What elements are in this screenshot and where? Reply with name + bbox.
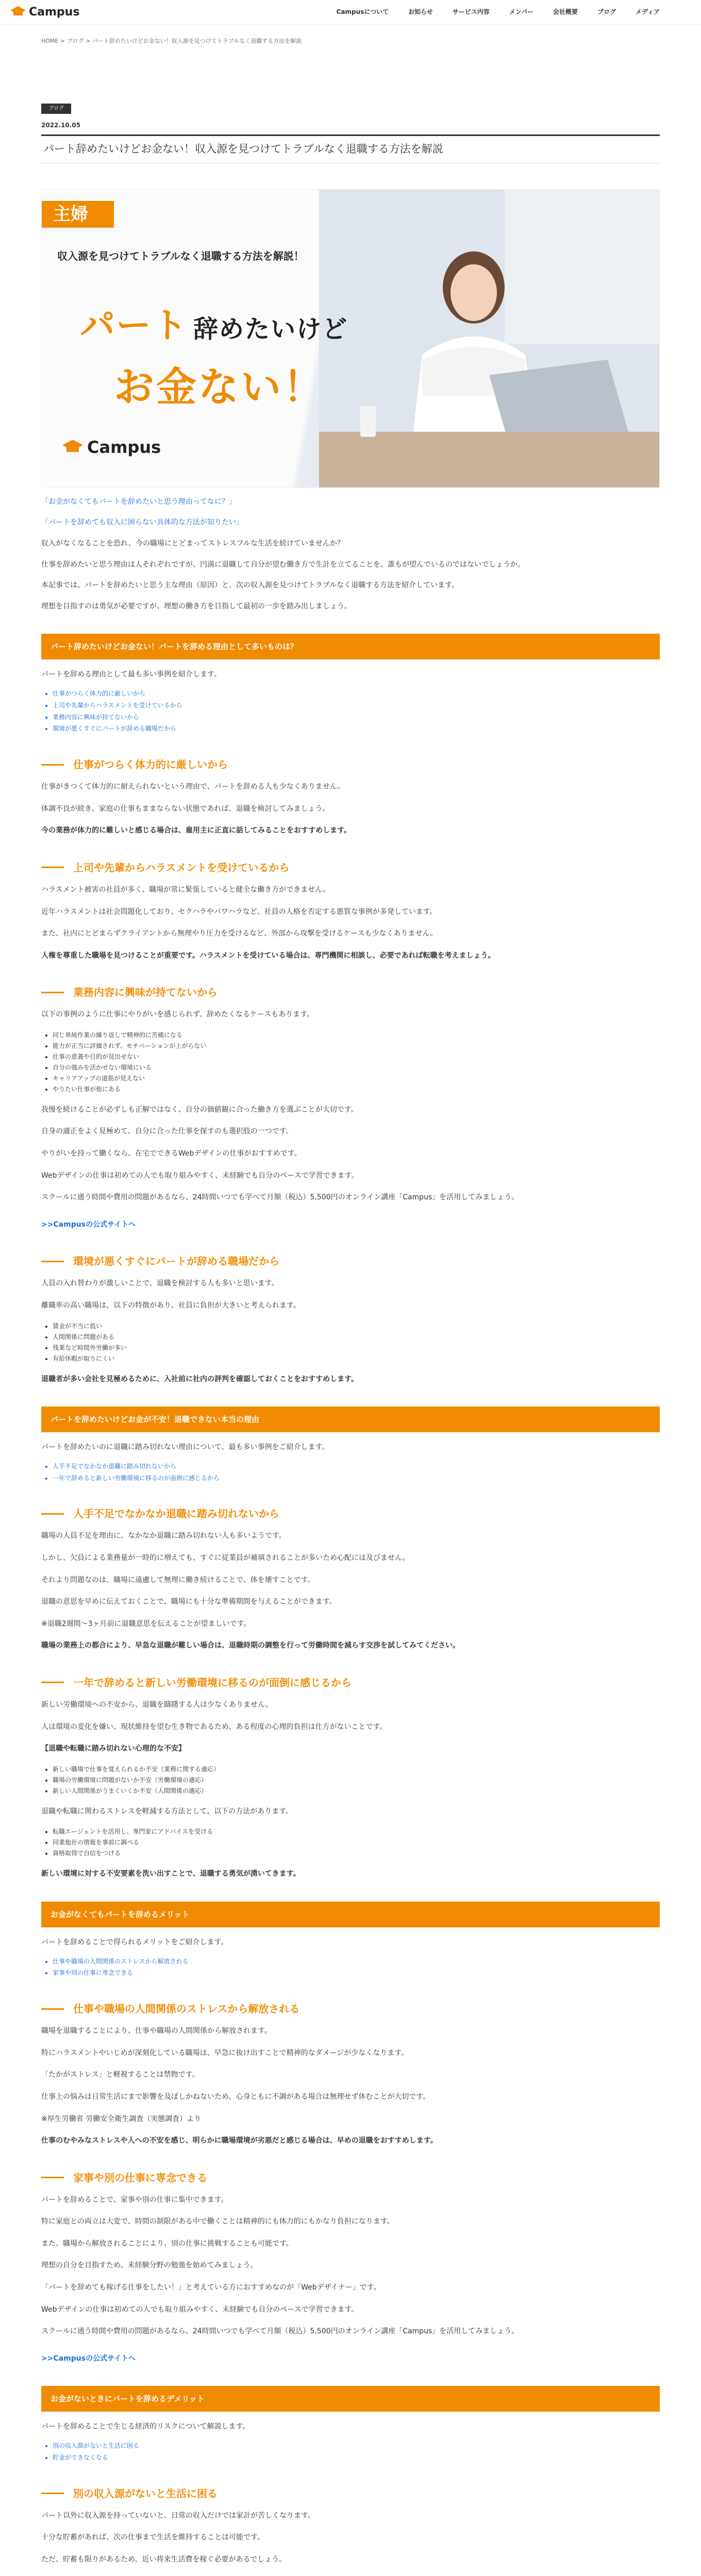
bullet-item: • 同じ単純作業の繰り返しで精神的に苦痛になる xyxy=(53,1030,660,1041)
toc-link[interactable]: • 一年で辞めると新しい労働環境に移るのが面倒に感じるから xyxy=(53,1472,660,1484)
campus-logo-icon xyxy=(62,439,83,455)
paragraph: また、職場から解放されることにより、別の仕事に挑戦することも可能です。 xyxy=(41,2239,293,2248)
intro-paragraph: 収入がなくなることを恐れ、今の職場にとどまってストレスフルな生活を続けていませんか？ xyxy=(41,539,344,548)
hero-logo xyxy=(62,432,161,463)
bullet-list xyxy=(41,1321,660,1364)
section-toc xyxy=(41,2440,660,2464)
toc-link[interactable]: • 別の収入源がないと生活に困る xyxy=(53,2440,660,2452)
paragraph: 職場の人員不足を理由に、なかなか退職に踏み切れない人も多いようです。 xyxy=(41,1532,286,1540)
emphasis-paragraph: 退職者が多い会社を見極めるために、入社前に社内の評判を確認しておくことをおすすめします。 xyxy=(41,1375,359,1383)
paragraph: 近年ハラスメントは社会問題化しており、セクハラやパワハラなど、社員の人格を否定する悪質な事例が多発しています。 xyxy=(41,907,437,916)
nav-item-about[interactable]: Campusについて xyxy=(336,8,389,16)
nav-item-news[interactable]: お知らせ xyxy=(408,8,433,16)
hero-headline-2: お金ない！ xyxy=(114,364,326,411)
paragraph: Webデザインの仕事は初めての人でも取り組みやすく、未経験でも自分のペースで学習できます。 xyxy=(41,2305,359,2314)
paragraph: スクールに通う時間や費用の問題があるなら、24時間いつでも学べて月額（税込）5,500円のオンライン講座「Campus」を活用してみましょう。 xyxy=(41,2327,519,2336)
site-header xyxy=(0,0,701,25)
paragraph: 仕事がきつくて体力的に耐えられないという理由で、パートを辞める人も少なくありません。 xyxy=(41,783,345,791)
section-heading: お金がなくてもパートを辞めるメリット xyxy=(41,1902,660,1927)
intro-paragraph: 理想を目指すのは勇気が必要ですが、理想の働き方を目指して最初の一歩を踏み出しましょう。 xyxy=(41,602,352,611)
toc-link[interactable]: • 環境が悪くすぐにパートが辞める職場だから xyxy=(53,723,660,735)
intro-paragraph: 仕事を辞めたいと思う理由は人それぞれですが、円満に退職して自分が望む働き方で生計を立てることを、誰もが望んでいるのではないでしょうか。 xyxy=(41,560,525,569)
emphasis-paragraph: 仕事のむやみなストレスや人への不安を感じ、明らかに職場環境が劣悪だと感じる場合は、早めの退職をおすすめします。 xyxy=(41,2137,438,2145)
section-intro: パートを辞める理由として最も多い事例を紹介します。 xyxy=(41,670,221,679)
hero-image xyxy=(41,189,660,488)
bullet-list xyxy=(41,1030,660,1095)
subsection-heading: 人手不足でなかなか退職に踏み切れないから xyxy=(41,1506,660,1521)
paragraph: 人は環境の変化を嫌い、現状維持を望む生き物であるため、ある程度の心理的負担は仕方がないことです。 xyxy=(41,1722,387,1731)
paragraph: ハラスメント被害の社員が多く、職場が常に緊張していると健全な働き方ができません。 xyxy=(41,885,330,894)
paragraph: 十分な貯蓄があれば、次の仕事まで生活を維持することは可能です。 xyxy=(41,2533,264,2542)
nav-item-blog[interactable]: ブログ xyxy=(597,8,616,16)
toc-link[interactable]: • 上司や先輩からハラスメントを受けているから xyxy=(53,700,660,711)
paragraph: パート以外に収入源を持っていないと、日常の収入だけでは家計が苦しくなります。 xyxy=(41,2511,315,2520)
bullet-item: • 自分の強みを活かせない環境にいる xyxy=(53,1062,660,1073)
bullet-item: • キャリアアップの道筋が見えない xyxy=(53,1073,660,1084)
paragraph: ただ、貯蓄も限りがあるため、近い将来生活費を稼ぐ必要があるでしょう。 xyxy=(41,2555,287,2564)
hero-headline-1-small: 辞めたいけど xyxy=(193,314,348,344)
list-heading: 【退職や転職に踏み切れない心理的な不安】 xyxy=(41,1744,186,1753)
paragraph: それより問題なのは、職場に遠慮して無理に働き続けることで、体を壊すことです。 xyxy=(41,1575,315,1584)
bullet-item: • 同業他社の情報を事前に調べる xyxy=(53,1837,660,1848)
paragraph: 離職率の高い職場は、以下の特徴があり、社員に負担が大きいと考えられます。 xyxy=(41,1301,301,1310)
campus-logo-icon xyxy=(10,6,26,18)
nav-item-company[interactable]: 会社概要 xyxy=(553,8,578,16)
subsection-heading: 別の収入源がないと生活に困る xyxy=(41,2486,660,2501)
bullet-item: • 職場の労働環境に問題がないか不安（労働環境の適応） xyxy=(53,1775,660,1786)
intro-question: 「お金がなくてもパートを辞めたいと思う理由ってなに？」 xyxy=(41,497,236,506)
paragraph: 職場を退職することにより、仕事や職場の人間関係から解放されます。 xyxy=(41,2027,272,2036)
emphasis-paragraph: 職場の業務上の都合により、早急な退職が難しい場合は、退職時期の調整を行って労働時間を減らす交渉を試してみてください。 xyxy=(41,1641,460,1650)
section-toc xyxy=(41,1461,660,1484)
subsection-heading: 一年で辞めると新しい労働環境に移るのが面倒に感じるから xyxy=(41,1675,660,1690)
bullet-item: • 仕事の意義や目的が見出せない xyxy=(53,1052,660,1062)
hero-logo-text: Campus xyxy=(87,437,161,457)
section-intro: パートを辞めたいのに退職に踏み切れない理由について、最も多い事例をご紹介します。 xyxy=(41,1443,329,1452)
site-logo[interactable] xyxy=(10,2,79,23)
paragraph: 我慢を続けることが必ずしも正解ではなく、自分の価値観に合った働き方を選ぶことが大切です。 xyxy=(41,1105,358,1114)
section-intro: パートを辞めることで得られるメリットをご紹介します。 xyxy=(41,1938,228,1946)
bullet-item: • 有給休暇が取りにくい xyxy=(53,1353,660,1364)
bullet-item: • 新しい職場で仕事を覚えられるか不安（業務に関する適応） xyxy=(53,1764,660,1775)
subsection-heading: 仕事がつらく体力的に厳しいから xyxy=(41,757,660,772)
paragraph: しかし、欠員による業務量が一時的に増えても、すぐに従業員が補填されることが多いため心配には及びません。 xyxy=(41,1554,410,1562)
paragraph: パートを辞めることで、家事や別の仕事に集中できます。 xyxy=(41,2195,228,2204)
subsection-heading: 仕事や職場の人間関係のストレスから解放される xyxy=(41,2002,660,2016)
paragraph: 以下の事例のように仕事にやりがいを感じられず、辞めたくなるケースもあります。 xyxy=(41,1010,314,1019)
toc-link[interactable]: • 仕事がつらく体力的に厳しいから xyxy=(53,688,660,700)
bullet-list xyxy=(41,1764,660,1797)
woman-laptop-photo xyxy=(319,190,659,488)
article-intro xyxy=(41,495,660,614)
paragraph: また、社内にとどまらずクライアントから無理やり圧力を受けるなど、外部から攻撃を受けるケースも少なくありません。 xyxy=(41,929,438,938)
emphasis-paragraph: 今の業務が体力的に難しいと感じる場合は、雇用主に正直に話してみることをおすすめします。 xyxy=(41,826,352,835)
subsection-heading: 環境が悪くすぐにパートが辞める職場だから xyxy=(41,1254,660,1268)
paragraph: ※退職2週間〜3ヶ月前に退職意思を伝えることが望ましいです。 xyxy=(41,1619,251,1628)
section-heading: パート辞めたいけどお金ない！パートを辞める理由として多いものは？ xyxy=(41,634,660,659)
category-badge[interactable]: ブログ xyxy=(41,104,71,114)
post-date: 2022.10.05 xyxy=(41,122,80,129)
bullet-item: • 賃金が不当に低い xyxy=(53,1321,660,1332)
hero-ribbon: 主婦 xyxy=(42,201,114,228)
paragraph: 「たかがストレス」と軽視することは禁物です。 xyxy=(41,2071,199,2079)
section-heading: お金がないときにパートを辞めるデメリット xyxy=(41,2386,660,2412)
nav-item-members[interactable]: メンバー xyxy=(509,8,533,16)
paragraph: やりがいを持って働くなら、在宅でできるWebデザインの仕事がおすすめです。 xyxy=(41,1149,302,1158)
section-toc xyxy=(41,688,660,735)
bullet-item: • 能力が正当に評価されず、モチベーションが上がらない xyxy=(53,1041,660,1052)
bullet-item: • 人間関係に問題がある xyxy=(53,1332,660,1343)
subsection-heading: 家事や別の仕事に専念できる xyxy=(41,2171,660,2185)
paragraph: Webデザインの仕事は初めての人でも取り組みやすく、未経験でも自分のペースで学習できます。 xyxy=(41,1171,359,1180)
paragraph: 理想の自分を目指すため、未経験分野の勉強を始めてみましょう。 xyxy=(41,2261,258,2270)
paragraph: 特にハラスメントやいじめが深刻化している職場は、早急に抜け出すことで精神的なダメージが少なくなります。 xyxy=(41,2048,409,2057)
subsection-heading: 業務内容に興味が持てないから xyxy=(41,985,660,999)
site-logo-text: Campus xyxy=(29,5,80,19)
campus-site-link[interactable]: >>Campusの公式サイトへ xyxy=(41,1220,136,1229)
bullet-item: • 残業など時間外労働が多い xyxy=(53,1343,660,1353)
bullet-item: • 資格取得で自信をつける xyxy=(53,1848,660,1859)
article-sections xyxy=(41,634,660,2576)
bullet-list xyxy=(41,1826,660,1859)
hero-subtitle: 収入源を見つけてトラブルなく退職する方法を解説！ xyxy=(57,249,304,262)
article-title: パート辞めたいけどお金ない！収入源を見つけてトラブルなく退職する方法を解説 xyxy=(41,134,660,163)
section-toc xyxy=(41,1956,660,1979)
paragraph: 自身の適正をよく見極めて、自分に合った仕事を探すのも選択肢の一つです。 xyxy=(41,1127,293,1136)
subsection-heading: 上司や先輩からハラスメントを受けているから xyxy=(41,860,660,875)
paragraph: スクールに通う時間や費用の問題があるなら、24時間いつでも学べて月額（税込）5,500円のオンライン講座「Campus」を活用してみましょう。 xyxy=(41,1193,519,1202)
breadcrumb[interactable]: HOME > ブログ > パート辞めたいけどお金ない！収入源を見つけてトラブルなく退職する方法を解説 xyxy=(41,38,302,44)
paragraph: 新しい労働環境への不安から、退職を躊躇する人は少なくありません。 xyxy=(41,1700,273,1709)
bullet-item: • 転職エージェントを活用し、専門家にアドバイスを受ける xyxy=(53,1826,660,1837)
article xyxy=(41,47,660,2576)
global-nav xyxy=(337,6,660,18)
toc-link[interactable]: • 家事や別の仕事に専念できる xyxy=(53,1967,660,1979)
toc-link[interactable]: • 仕事や職場の人間関係のストレスから解放される xyxy=(53,1956,660,1968)
emphasis-paragraph: 新しい環境に対する不安要素を洗い出すことで、退職する勇気が湧いてきます。 xyxy=(41,1870,301,1878)
section-intro: パートを辞めることで生じる経済的リスクについて解説します。 xyxy=(41,2422,250,2431)
paragraph: 「パートを辞めても稼げる仕事をしたい！」と考えている方におすすめなのが「Webデザイナー」です。 xyxy=(41,2283,381,2292)
paragraph: 特に家庭との両立は大変で、時間の制限がある中で働くことは精神的にも体力的にもかなり負担になります。 xyxy=(41,2217,394,2226)
paragraph: ※厚生労働省 労働安全衛生調査（実態調査）より xyxy=(41,2114,202,2123)
intro-paragraph: 本記事では、パートを辞めたいと思う主な理由（原因）と、次の収入源を見つけてトラブルなく退職する方法を紹介しています。 xyxy=(41,581,459,590)
bullet-item: • 新しい人間関係がうまくいくか不安（人間関係の適応） xyxy=(53,1786,660,1797)
toc-link[interactable]: • 業務内容に興味が持てないから xyxy=(53,711,660,723)
campus-site-link[interactable]: >>Campusの公式サイトへ xyxy=(41,2354,136,2363)
paragraph: 体調不良が続き、家庭の仕事もままならない状態であれば、退職を検討してみましょう。 xyxy=(41,804,330,813)
toc-link[interactable]: • 人手不足でなかなか退職に踏み切れないから xyxy=(53,1461,660,1472)
section-heading: パートを辞めたいけどお金が不安！退職できない本当の理由 xyxy=(41,1406,660,1432)
nav-item-services[interactable]: サービス内容 xyxy=(452,8,490,16)
bullet-item: • やりたい仕事が他にある xyxy=(53,1084,660,1095)
emphasis-paragraph: 人権を尊重した職場を見つけることが重要です。ハラスメントを受けている場合は、専門機関に相談し、必要であれば転職を考えましょう。 xyxy=(41,951,495,960)
paragraph: 人員の入れ替わりが激しいことで、退職を検討する人も多いと思います。 xyxy=(41,1279,279,1288)
nav-item-media[interactable]: メディア xyxy=(635,8,660,16)
hero-headline-1-text: パート xyxy=(80,305,189,346)
paragraph: 退職の意思を早めに伝えておくことで、職場にも十分な準備期間を与えることができます。 xyxy=(41,1598,337,1606)
intro-question: 「パートを辞めても収入に困らない具体的な方法が知りたい」 xyxy=(41,518,243,527)
paragraph: 退職や転職に関わるストレスを軽減する方法として、以下の方法があります。 xyxy=(41,1807,293,1816)
toc-link[interactable]: • 貯金ができなくなる xyxy=(53,2452,660,2464)
paragraph: 仕事上の悩みは日常生活にまで影響を及ぼしかねないため、心身ともに不調がある場合は無理せず休むことが大切です。 xyxy=(41,2092,430,2101)
